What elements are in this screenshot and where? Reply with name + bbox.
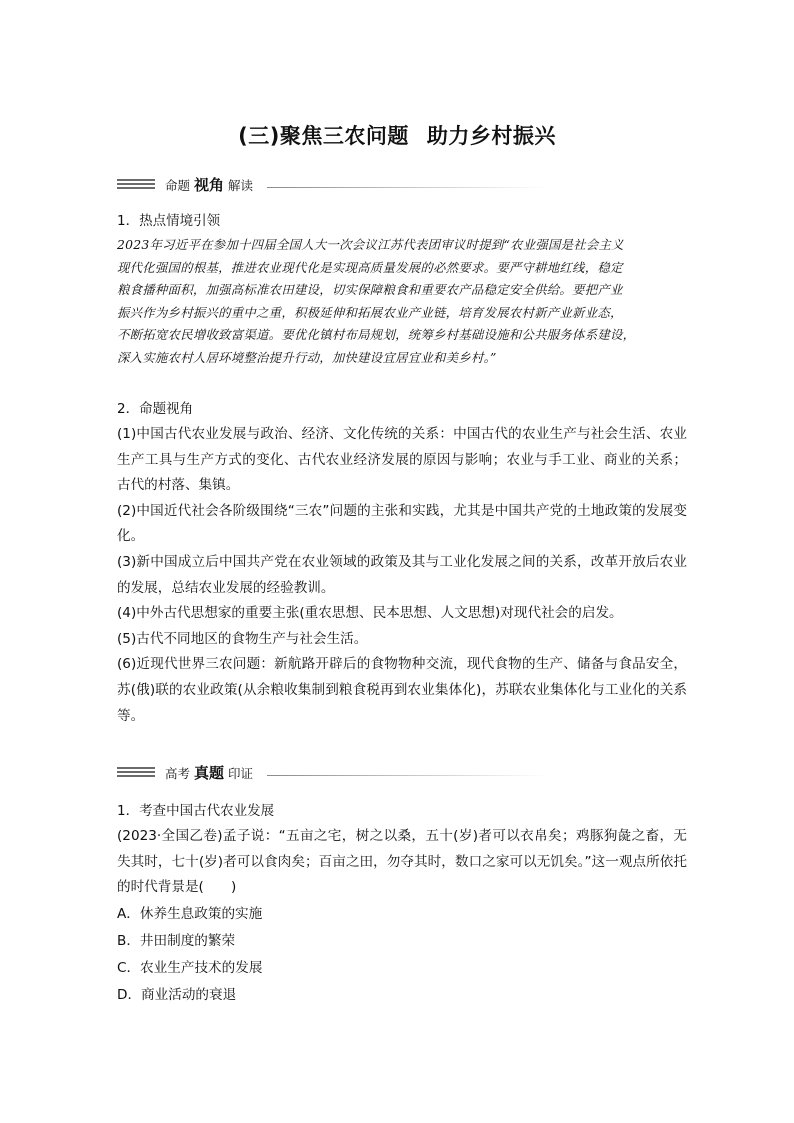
quote-line: 2023年习近平在参加十四届全国人大一次会议江苏代表团审议时提到“农业强国是社会主义	[117, 237, 624, 252]
view-point: (3)新中国成立后中国共产党在农业领域的政策及其与工业化发展之间的关系，改革开放后农业的发展，总结农业发展的经验教训。	[117, 553, 687, 596]
view-point: (2)中国近代社会各阶级围绕“三农”问题的主张和实践，尤其是中国共产党的土地政策的发展变化。	[117, 502, 687, 545]
proposition-view-block	[117, 398, 687, 729]
option-b[interactable]: B．井田制度的繁荣	[117, 932, 236, 949]
option-d[interactable]: D．商业活动的衰退	[117, 986, 237, 1003]
quote-line: 振兴作为乡村振兴的重中之重，积极延伸和拓展农业产业链，培育发展农村新产业新业态，	[117, 304, 623, 320]
section-header-proposition-view	[117, 176, 437, 198]
option-c[interactable]: C．农业生产技术的发展	[117, 959, 263, 976]
section-header-label: 高考 真题 印证	[165, 764, 254, 782]
view-point: (6)近现代世界三农问题：新航路开辟后的食物物种交流，现代食物的生产、储备与食品安全，苏(俄)联的农业政策(从余粮收集制到粮食税再到农业集体化)，苏联农业集体化与工业化的关系等。	[117, 656, 687, 724]
quote-line: 不断拓宽农民增收致富渠道。要优化镇村布局规划，统筹乡村基础设施和公共服务体系建设，	[117, 327, 636, 342]
section-header-label: 命题 视角 解读	[165, 176, 254, 194]
section-rule	[267, 187, 547, 188]
section-header-exam-questions	[117, 764, 437, 786]
hot-topic-block	[117, 210, 687, 369]
quote-line: 粮食播种面积，加强高标准农田建设，切实保障粮食和重要农产品稳定安全供给。要把产业	[117, 282, 623, 297]
quote-line: 深入实施农村人居环境整治提升行动，加快建设宜居宜业和美乡村。”	[117, 349, 497, 365]
question-stem: (2023·全国乙卷)孟子说：“五亩之宅，树之以桑，五十(岁)者可以衣帛矣；鸡豚狗彘之畜，无失其时，七十(岁)者可以食肉矣；百亩之田，勿夺其时，数口之家可以无饥矣。”这一观点所依托的时代背景是( )	[117, 828, 687, 896]
view-point: (4)中外古代思想家的重要主张(重农思想、民本思想、人文思想)对现代社会的启发。	[117, 605, 623, 622]
section-bars-decoration	[117, 767, 155, 779]
option-a[interactable]: A．休养生息政策的实施	[117, 905, 263, 922]
hot-topic-quote	[117, 234, 687, 369]
page-title	[0, 120, 794, 150]
view-point: (5)古代不同地区的食物生产与社会生活。	[117, 630, 368, 647]
section-rule	[267, 775, 547, 776]
section-bars-decoration	[117, 179, 155, 191]
title-part-2: 助力乡村振兴	[426, 124, 556, 148]
question-heading: 1．考查中国古代农业发展	[117, 803, 275, 819]
title-part-1: (三)聚焦三农问题	[238, 124, 409, 148]
question-block	[117, 800, 687, 1009]
proposition-view-heading: 2．命题视角	[117, 401, 194, 417]
hot-topic-heading: 1．热点情境引领	[117, 213, 221, 229]
quote-line: 现代化强国的根基，推进农业现代化是实现高质量发展的必然要求。要严守耕地红线，稳定	[117, 259, 623, 275]
view-point: (1)中国古代农业发展与政治、经济、文化传统的关系：中国古代的农业生产与社会生活、农业生产工具与生产方式的变化、古代农业经济发展的原因与影响；农业与手工业、商业的关系；古代的村落、集镇。	[117, 426, 687, 494]
